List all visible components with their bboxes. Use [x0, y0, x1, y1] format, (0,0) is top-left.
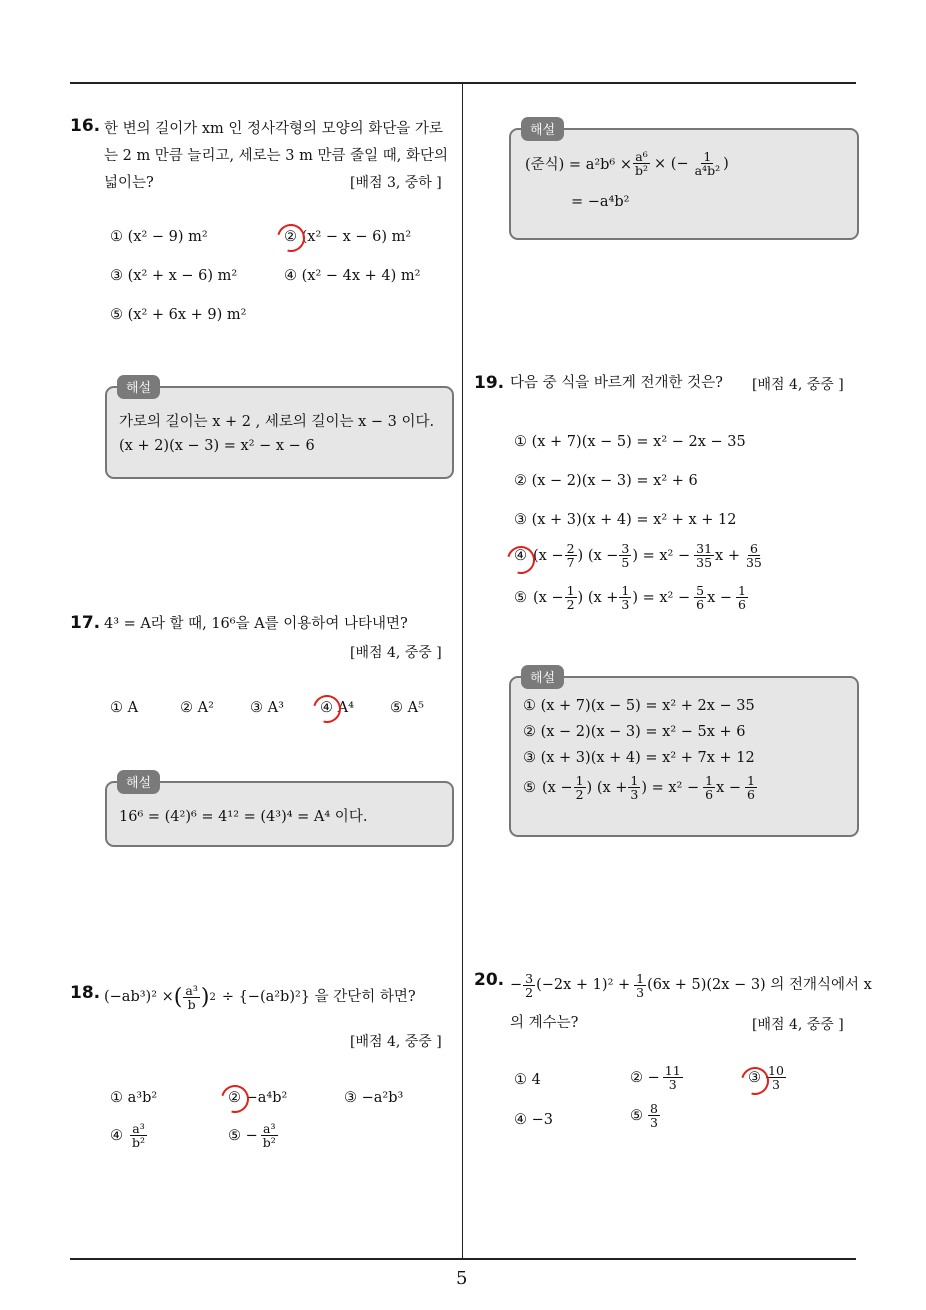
frac-denominator: 2	[525, 985, 534, 1000]
option-label: ⑤ −	[228, 1127, 258, 1144]
fraction	[648, 1102, 660, 1129]
fraction	[619, 584, 631, 611]
frac-numerator: a³	[185, 983, 198, 998]
expr-text: (x −	[533, 547, 564, 564]
explanation-line	[525, 150, 729, 177]
column-divider	[462, 83, 463, 1259]
option-label: ③	[748, 1069, 761, 1086]
frac-denominator: 7	[566, 555, 575, 570]
question-number: 20.	[474, 970, 505, 990]
explanation-box	[509, 671, 859, 837]
answer-mark	[308, 690, 346, 728]
frac-denominator: 5	[621, 555, 630, 570]
option-label: ⑤	[514, 589, 527, 606]
expr-text: (6x + 5)(2x − 3) 의 전개식에서 x	[647, 977, 872, 993]
frac-numerator: 1	[630, 773, 639, 788]
explanation-tag: 해설	[521, 665, 564, 689]
frac-denominator: 2	[566, 597, 575, 612]
fraction	[565, 542, 577, 569]
expr-left: (−ab³)² ×	[104, 989, 174, 1005]
explanation-line: 16⁶ = (4²)⁶ = 4¹² = (4³)⁴ = A⁴ 이다.	[119, 809, 368, 825]
explanation-tag: 해설	[117, 770, 160, 794]
expr-text: x −	[707, 589, 733, 606]
frac-numerator: 1	[747, 773, 755, 788]
option-3[interactable]: ③ (x + 3)(x + 4) = x² + x + 12	[514, 512, 737, 528]
expr-text: x +	[715, 547, 740, 564]
question-text: 4³ = A라 할 때, 16⁶을 A를 이용하여 나타내면?	[104, 616, 408, 632]
option-2[interactable]: ② A²	[180, 700, 214, 716]
frac-numerator: 3	[621, 541, 630, 556]
expr-text: (x −	[542, 779, 573, 796]
option-4[interactable]: ④ A⁴	[320, 700, 354, 716]
expr-text: ) (x −	[577, 547, 619, 564]
expr-text: ) = x² −	[632, 589, 691, 606]
expr-text: (−2x + 1)² +	[536, 977, 631, 993]
option-4[interactable]	[514, 542, 765, 569]
question-number: 16.	[70, 116, 101, 136]
fraction	[703, 774, 715, 801]
fraction	[633, 150, 650, 177]
frac-denominator: 35	[745, 555, 762, 570]
frac-denominator: 2	[575, 787, 584, 802]
page-number: 5	[456, 1268, 468, 1289]
fraction	[130, 1122, 147, 1149]
option-1[interactable]: ① (x + 7)(x − 5) = x² − 2x − 35	[514, 434, 746, 450]
fraction	[663, 1064, 683, 1091]
fraction	[694, 542, 714, 569]
explanation-line: ① (x + 7)(x − 5) = x² + 2x − 35	[523, 698, 755, 714]
question-line: 는 2 m 만큼 늘리고, 세로는 3 m 만큼 줄일 때, 화단의	[104, 148, 448, 164]
fraction	[183, 984, 199, 1011]
top-rule	[70, 82, 856, 84]
score-label: [배점 3, 중하 ]	[350, 175, 442, 191]
option-5[interactable]: ⑤ (x² + 6x + 9) m²	[110, 307, 247, 323]
fraction	[628, 774, 640, 801]
expr-text: x −	[716, 779, 742, 796]
score-label: [배점 4, 중중 ]	[350, 1034, 442, 1050]
frac-denominator: 3	[668, 1077, 677, 1092]
explanation-line: ② (x − 2)(x − 3) = x² − 5x + 6	[523, 724, 746, 740]
frac-numerator: a⁶	[635, 149, 648, 164]
score-label: [배점 4, 중중 ]	[752, 377, 844, 393]
fraction	[693, 150, 722, 177]
frac-numerator: 1	[575, 773, 584, 788]
explanation-box	[509, 123, 859, 240]
option-3[interactable]: ③ (x² + x − 6) m²	[110, 268, 238, 284]
fraction	[736, 584, 748, 611]
frac-denominator: 6	[747, 787, 755, 802]
frac-numerator: 1	[636, 971, 645, 986]
frac-numerator: 1	[621, 583, 630, 598]
paren-close: )	[200, 985, 210, 1010]
frac-denominator: 6	[738, 597, 746, 612]
frac-numerator: 11	[664, 1063, 681, 1078]
question-text: 다음 중 식을 바르게 전개한 것은?	[510, 375, 723, 391]
expl-text: )	[723, 155, 729, 172]
expr-text: ) = x² −	[632, 547, 691, 564]
option-2[interactable]	[630, 1064, 684, 1091]
expr-text: ) (x +	[586, 779, 628, 796]
frac-denominator: 35	[696, 555, 713, 570]
expl-text: × (−	[654, 155, 689, 172]
fraction	[744, 542, 764, 569]
expr-right: ÷ {−(a²b)²} 을 간단히 하면?	[221, 989, 416, 1005]
score-label: [배점 4, 중중 ]	[350, 645, 442, 661]
frac-numerator: a³	[132, 1121, 145, 1136]
frac-denominator: 3	[630, 787, 639, 802]
question-number: 18.	[70, 983, 101, 1003]
question-line: 넓이는?	[104, 175, 154, 191]
frac-numerator: 1	[705, 773, 714, 788]
option-4[interactable]	[110, 1122, 148, 1149]
frac-denominator: 3	[771, 1077, 780, 1092]
question-line: 한 변의 길이가 xm 인 정사각형의 모양의 화단을 가로	[104, 121, 443, 137]
expr-text: ) (x +	[577, 589, 619, 606]
option-1[interactable]: ① 4	[514, 1072, 541, 1088]
frac-denominator: b²	[262, 1135, 276, 1150]
bottom-rule	[70, 1258, 856, 1260]
explanation-line: 가로의 길이는 x + 2 , 세로의 길이는 x − 3 이다.	[119, 414, 435, 430]
fraction	[619, 542, 631, 569]
option-5[interactable]	[630, 1102, 661, 1129]
frac-denominator: b	[187, 997, 196, 1012]
frac-numerator: 1	[566, 583, 575, 598]
option-1[interactable]: ① (x² − 9) m²	[110, 229, 208, 245]
option-1[interactable]: ① a³b²	[110, 1090, 158, 1106]
explanation-box	[105, 776, 454, 847]
frac-denominator: b²	[635, 163, 649, 178]
option-2[interactable]: ② −a⁴b²	[228, 1090, 288, 1106]
frac-denominator: 3	[636, 985, 645, 1000]
frac-numerator: 10	[768, 1063, 784, 1078]
answer-mark	[216, 1080, 254, 1118]
fraction	[565, 584, 577, 611]
frac-denominator: a⁴b²	[694, 163, 721, 178]
expr-text: (x −	[533, 589, 564, 606]
option-5[interactable]	[228, 1122, 279, 1149]
frac-denominator: 6	[696, 597, 705, 612]
paren-open: (	[173, 985, 183, 1010]
explanation-line	[523, 774, 758, 801]
frac-denominator: b²	[132, 1135, 146, 1150]
option-5[interactable]	[514, 584, 749, 611]
option-1[interactable]: ① A	[110, 700, 139, 716]
explanation-line: = −a⁴b²	[571, 194, 630, 210]
option-4[interactable]: ④ −3	[514, 1112, 553, 1128]
frac-numerator: 2	[566, 541, 575, 556]
frac-denominator: 3	[621, 597, 630, 612]
fraction	[523, 972, 535, 999]
frac-denominator: 3	[650, 1115, 658, 1130]
option-label: ④	[514, 547, 527, 564]
fraction	[261, 1122, 278, 1149]
option-2[interactable]: ② (x² − x − 6) m²	[284, 229, 412, 245]
explanation-box	[105, 381, 454, 479]
frac-numerator: a³	[263, 1121, 276, 1136]
frac-numerator: 5	[696, 583, 705, 598]
frac-numerator: 1	[738, 583, 746, 598]
expr-text: −	[510, 977, 523, 993]
fraction	[694, 584, 706, 611]
option-label: ④	[110, 1127, 123, 1144]
question-number: 19.	[474, 373, 505, 393]
question-text: 의 계수는?	[510, 1015, 579, 1031]
question-expression: (−ab³)² × ( $\frac{\text{a³}}{b}$ ) 2 ÷ {−(a²b)²} 을 간단히 하면?	[104, 983, 416, 1012]
score-label: [배점 4, 중중 ]	[752, 1017, 844, 1033]
explanation-line: ③ (x + 3)(x + 4) = x² + 7x + 12	[523, 750, 755, 766]
frac-numerator: 1	[703, 149, 712, 164]
frac-numerator: 31	[696, 541, 713, 556]
option-3[interactable]: ③ −a²b³	[344, 1090, 404, 1106]
option-label: ② −	[630, 1069, 660, 1086]
question-number: 17.	[70, 613, 101, 633]
option-label: ⑤	[630, 1107, 643, 1124]
explanation-tag: 해설	[521, 117, 564, 141]
expr-text: ) = x² −	[641, 779, 700, 796]
frac-numerator: 6	[749, 541, 758, 556]
frac-numerator: 8	[650, 1101, 658, 1116]
option-label: ⑤	[523, 779, 536, 796]
option-2[interactable]: ② (x − 2)(x − 3) = x² + 6	[514, 473, 698, 489]
expl-text: (준식) = a²b⁶ ×	[525, 157, 633, 173]
answer-mark	[272, 219, 310, 257]
explanation-tag: 해설	[117, 375, 160, 399]
option-4[interactable]: ④ (x² − 4x + 4) m²	[284, 268, 421, 284]
explanation-line: (x + 2)(x − 3) = x² − x − 6	[119, 438, 315, 454]
frac-numerator: 3	[525, 971, 534, 986]
option-3[interactable]: ③ A³	[250, 700, 284, 716]
fraction	[634, 972, 646, 999]
question-expression	[510, 972, 872, 999]
fraction	[745, 774, 757, 801]
fraction	[574, 774, 586, 801]
frac-denominator: 6	[705, 787, 714, 802]
option-5[interactable]: ⑤ A⁵	[390, 700, 424, 716]
